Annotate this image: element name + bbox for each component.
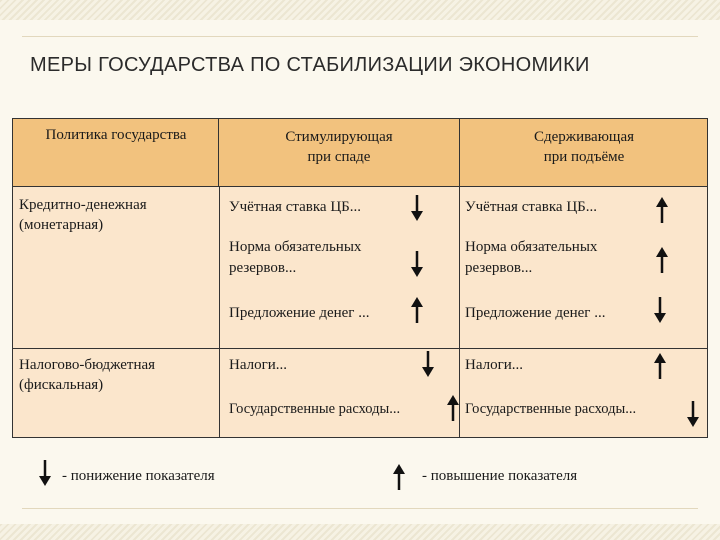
restr-money-supply: Предложение денег ... (465, 305, 606, 321)
fiscal-policy-line2: (фискальная) (19, 377, 104, 393)
restr-discount-rate: Учётная ставка ЦБ... (465, 199, 598, 215)
header-restraining-cell (459, 119, 707, 187)
stim-reserve-ratio-line1: Норма обязательных (229, 239, 362, 255)
stim-discount-rate: Учётная ставка ЦБ... (229, 199, 362, 215)
arrow-up-icon (653, 351, 667, 381)
monetary-policy-line2: (монетарная) (19, 217, 104, 233)
column-divider-1 (219, 187, 220, 437)
legend-arrow-up-icon (392, 462, 406, 492)
header-stimulating-cell (219, 119, 459, 187)
arrow-up-icon (410, 295, 424, 325)
header-stimulating-line1: Стимулирующая (285, 129, 393, 145)
restr-reserve-ratio-line2: резервов... (465, 260, 533, 276)
bottom-rule (22, 508, 698, 509)
legend-up-label: - повышение показателя (422, 468, 578, 484)
arrow-down-icon (410, 193, 424, 223)
legend-arrow-down-icon (38, 458, 52, 488)
stim-reserve-ratio-line2: резервов... (229, 260, 297, 276)
arrow-down-icon (686, 399, 700, 429)
top-decor-stripe (0, 0, 720, 20)
header-policy-label: Политика государства (45, 127, 187, 143)
legend-down-label: - понижение показателя (62, 468, 215, 484)
stim-money-supply: Предложение денег ... (229, 305, 370, 321)
restr-government-spending: Государственные расходы... (465, 401, 637, 417)
arrow-up-icon (655, 195, 669, 225)
header-restraining-line1: Сдерживающая (533, 129, 635, 145)
arrow-up-icon (655, 245, 669, 275)
arrow-down-icon (421, 349, 435, 379)
policy-table (12, 118, 708, 438)
top-rule (22, 36, 698, 37)
arrow-down-icon (410, 249, 424, 279)
stim-taxes: Налоги... (229, 357, 288, 373)
restr-taxes: Налоги... (465, 357, 524, 373)
header-policy-cell (13, 119, 219, 187)
arrow-up-icon (446, 393, 460, 423)
restr-reserve-ratio-line1: Норма обязательных (465, 239, 598, 255)
page-title: МЕРЫ ГОСУДАРСТВА ПО СТАБИЛИЗАЦИИ ЭКОНОМИКИ (30, 54, 590, 76)
header-stimulating-line2: при спаде (307, 149, 371, 165)
header-restraining-line2: при подъёме (543, 149, 625, 165)
monetary-policy-line1: Кредитно-денежная (19, 197, 147, 213)
arrow-down-icon (653, 295, 667, 325)
fiscal-policy-line1: Налогово-бюджетная (19, 357, 156, 373)
stim-government-spending: Государственные расходы... (229, 401, 401, 417)
bottom-decor-stripe (0, 524, 720, 540)
